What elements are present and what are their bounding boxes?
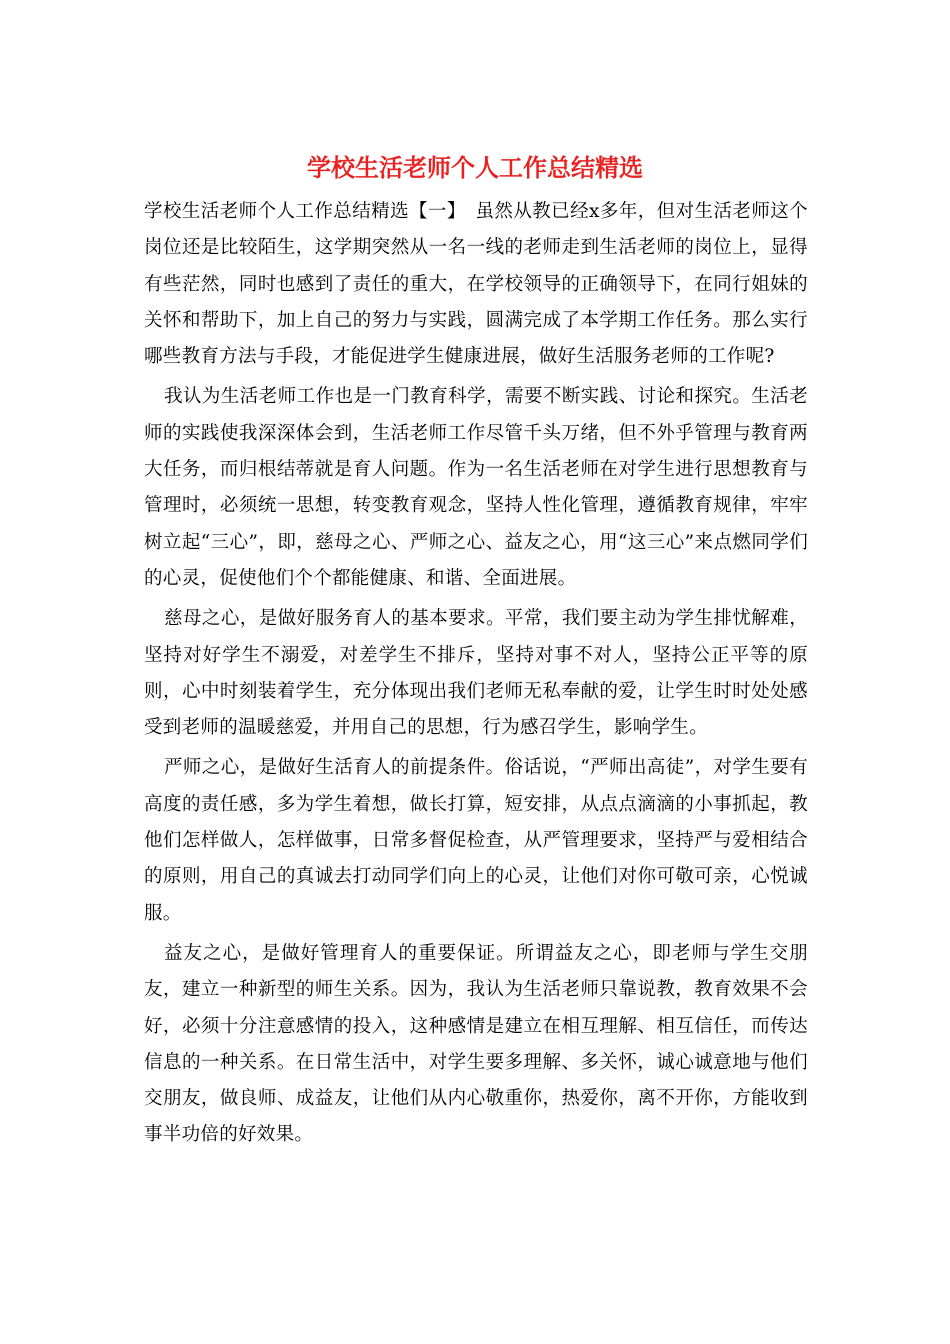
paragraph-2: 我认为生活老师工作也是一门教育科学，需要不断实践、讨论和探究。生活老师的实践使我深深体会到，生活老师工作尽管千头万绪，但不外乎管理与教育两大任务，而归根结蒂就是育人问题。作为一名生活老师在对学生进行思想教育与管理时，必须统一思想，转变教育观念，坚持人性化管理，遵循教育规律，牢牢树立起“三心”，即，慈母之心、严师之心、益友之心，用“这三心”来点燃同学们的心灵，促使他们个个都能健康、和谐、全面进展。 (144, 386, 808, 589)
paragraph-1: 学校生活老师个人工作总结精选【一】 虽然从教已经x多年，但对生活老师这个岗位还是比较陌生，这学期突然从一名一线的老师走到生活老师的岗位上，显得有些茫然，同时也感到了责任的重大，在学校领导的正确领导下，在同行姐妹的关怀和帮助下，加上自己的努力与实践，圆满完成了本学期工作任务。那么实行哪些教育方法与手段，才能促进学生健康进展，做好生活服务老师的工作呢? (144, 201, 808, 368)
paragraph-5: 益友之心，是做好管理育人的重要保证。所谓益友之心，即老师与学生交朋友，建立一种新型的师生关系。因为，我认为生活老师只靠说教，教育效果不会好，必须十分注意感情的投入，这种感情是建立在相互理解、相互信任，而传达信息的一种关系。在日常生活中，对学生要多理解、多关怀，诚心诚意地与他们交朋友，做良师、成益友，让他们从内心敬重你，热爱你，离不开你，方能收到事半功倍的好效果。 (144, 942, 808, 1146)
paragraph-3: 慈母之心，是做好服务育人的基本要求。平常，我们要主动为学生排忧解难，坚持对好学生不溺爱，对差学生不排斥，坚持对事不对人，坚持公正平等的原则，心中时刻装着学生，充分体现出我们老师无私奉献的爱，让学生时时处处感受到老师的温暖慈爱，并用自己的思想，行为感召学生，影响学生。 (144, 608, 808, 739)
document-title: 学校生活老师个人工作总结精选 (307, 153, 643, 182)
paragraph-4: 严师之心，是做好生活育人的前提条件。俗话说，“严师出高徒”，对学生要有高度的责任感，多为学生着想，做长打算，短安排，从点点滴滴的小事抓起，教他们怎样做人，怎样做事，日常多督促检查，从严管理要求，坚持严与爱相结合的原则，用自己的真诚去打动同学们向上的心灵，让他们对你可敬可亲，心悦诚服。 (144, 757, 808, 924)
document-body (144, 194, 808, 1158)
